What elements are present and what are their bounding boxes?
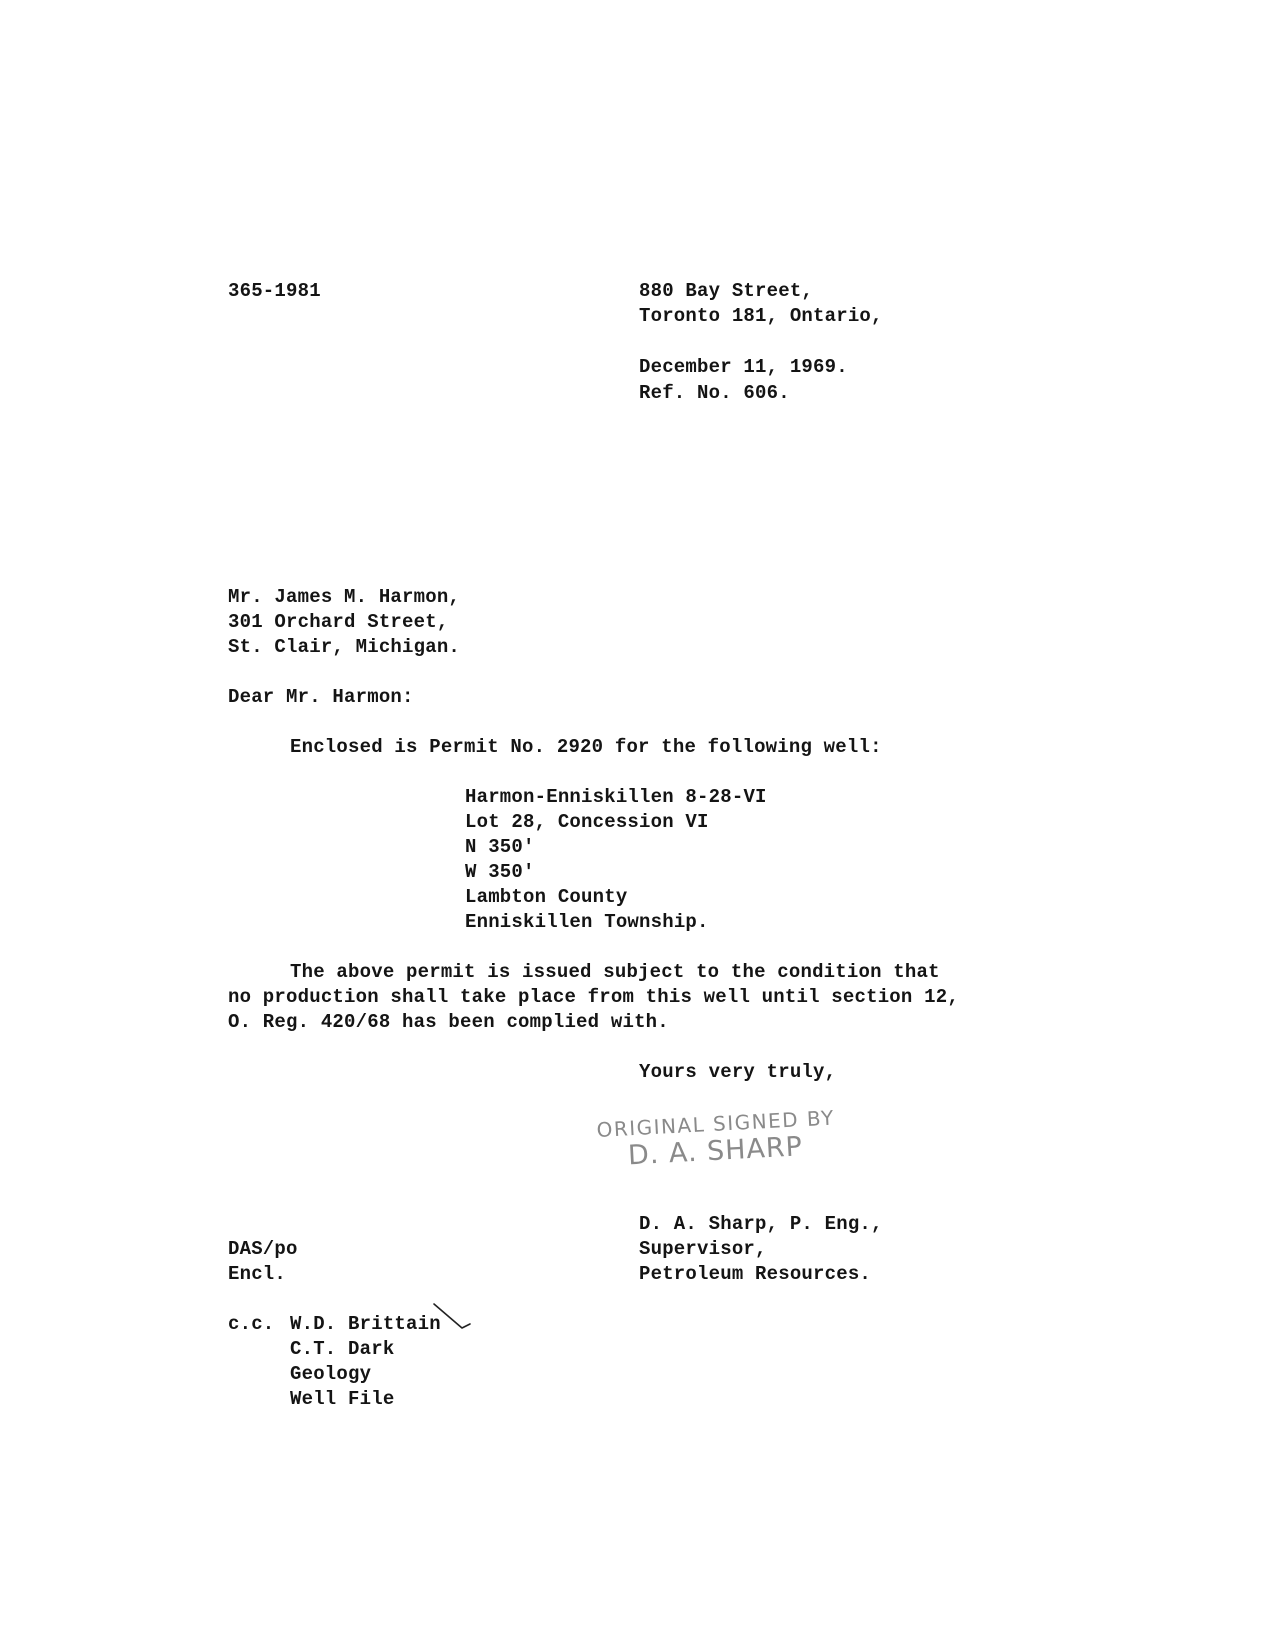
signatory-department: Petroleum Resources.: [639, 1263, 872, 1285]
sender-address-line-2: Toronto 181, Ontario,: [639, 305, 883, 327]
enclosure-notation: Encl.: [228, 1263, 287, 1285]
cc-recipient: C.T. Dark: [290, 1338, 395, 1360]
cc-recipient: Well File: [290, 1388, 395, 1410]
recipient-name: Mr. James M. Harmon,: [228, 586, 461, 608]
cc-recipient: Geology: [290, 1363, 372, 1385]
body-paragraph-1: Enclosed is Permit No. 2920 for the following well:: [290, 736, 882, 758]
original-signed-stamp: [596, 1106, 837, 1174]
reference-number: Ref. No. 606.: [639, 382, 790, 404]
cc-recipient: W.D. Brittain: [290, 1313, 441, 1335]
letter-date: December 11, 1969.: [639, 356, 848, 378]
stamp-line-2: D. A. SHARP: [627, 1131, 804, 1172]
well-detail-line: W 350': [465, 861, 535, 883]
recipient-city: St. Clair, Michigan.: [228, 636, 461, 658]
check-mark-icon: [432, 1302, 472, 1336]
signatory-title: Supervisor,: [639, 1238, 767, 1260]
body-paragraph-2-line: The above permit is issued subject to the condition that: [290, 961, 940, 983]
well-detail-line: Lambton County: [465, 886, 628, 908]
well-detail-line: N 350': [465, 836, 535, 858]
well-detail-line: Harmon-Enniskillen 8-28-VI: [465, 786, 767, 808]
signatory-name: D. A. Sharp, P. Eng.,: [639, 1213, 883, 1235]
complimentary-closing: Yours very truly,: [639, 1061, 837, 1083]
body-paragraph-2-line: O. Reg. 420/68 has been complied with.: [228, 1011, 669, 1033]
well-detail-line: Enniskillen Township.: [465, 911, 709, 933]
sender-address-line-1: 880 Bay Street,: [639, 280, 814, 302]
salutation: Dear Mr. Harmon:: [228, 686, 414, 708]
stamp-line-1: ORIGINAL SIGNED BY: [596, 1105, 836, 1142]
cc-label: c.c.: [228, 1313, 275, 1335]
body-paragraph-2-line: no production shall take place from this well until section 12,: [228, 986, 959, 1008]
recipient-street: 301 Orchard Street,: [228, 611, 449, 633]
well-detail-line: Lot 28, Concession VI: [465, 811, 709, 833]
typist-initials: DAS/po: [228, 1238, 298, 1260]
file-number: 365-1981: [228, 280, 321, 302]
